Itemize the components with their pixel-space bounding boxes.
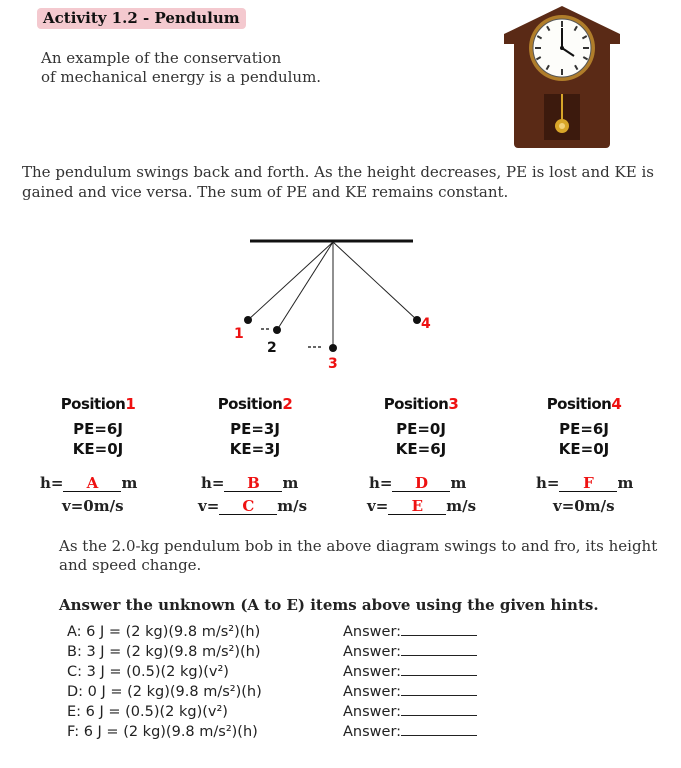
answer-d: Answer: bbox=[343, 682, 477, 702]
position-1-ke: KE=0J bbox=[72, 440, 124, 458]
position-2-column bbox=[190, 395, 320, 459]
position-2-height: h= B m bbox=[201, 474, 299, 492]
position-4-velocity: v=0m/s bbox=[553, 497, 615, 515]
diagram-label-3: 3 bbox=[328, 356, 338, 372]
answer-b: Answer: bbox=[343, 642, 477, 662]
hint-e: E: 6 J = (0.5)(2 kg)(v²) bbox=[67, 704, 228, 720]
answer-d-field[interactable] bbox=[401, 682, 477, 696]
position-1-title: Position1 bbox=[60, 395, 136, 413]
answer-c: Answer: bbox=[343, 662, 477, 682]
answer-a-field[interactable] bbox=[401, 622, 477, 636]
position-4-ke: KE=0J bbox=[558, 440, 610, 458]
pendulum-clock-illustration bbox=[500, 4, 624, 148]
intro-line-2: of mechanical energy is a pendulum. bbox=[41, 68, 322, 86]
position-2-title: Position2 bbox=[217, 395, 293, 413]
position-4-pe: PE=6J bbox=[559, 420, 609, 438]
hints-list bbox=[67, 622, 262, 742]
position-2-velocity: v= C m/s bbox=[198, 497, 308, 515]
hint-b: B: 3 J = (2 kg)(9.8 m/s²)(h) bbox=[67, 644, 261, 660]
blank-f: F bbox=[559, 475, 617, 492]
position-1-velocity: v=0m/s bbox=[62, 497, 124, 515]
position-4-column bbox=[519, 395, 649, 459]
answer-c-field[interactable] bbox=[401, 662, 477, 676]
answers-list bbox=[343, 622, 477, 742]
intro-text bbox=[41, 49, 321, 87]
blank-a: A bbox=[63, 475, 121, 492]
blank-d: D bbox=[392, 475, 450, 492]
answer-e: Answer: bbox=[343, 702, 477, 722]
answer-e-field[interactable] bbox=[401, 702, 477, 716]
answer-a: Answer: bbox=[343, 622, 477, 642]
position-4-height: h= F m bbox=[536, 474, 634, 492]
intro-line-1: An example of the conservation bbox=[41, 49, 282, 67]
hint-a: A: 6 J = (2 kg)(9.8 m/s²)(h) bbox=[67, 624, 261, 640]
position-4-title: Position4 bbox=[546, 395, 622, 413]
position-3-column bbox=[356, 395, 486, 459]
diagram-label-4: 4 bbox=[421, 316, 431, 332]
explanation-paragraph: The pendulum swings back and forth. As the height decreases, PE is lost and KE is gained and vice versa. The sum of PE and KE remains constant. bbox=[22, 163, 654, 201]
answer-f-field[interactable] bbox=[401, 722, 477, 736]
answer-f: Answer: bbox=[343, 722, 477, 742]
activity-title: Activity 1.2 - Pendulum bbox=[37, 8, 246, 29]
hint-d: D: 0 J = (2 kg)(9.8 m/s²)(h) bbox=[67, 684, 262, 700]
hint-f: F: 6 J = (2 kg)(9.8 m/s²)(h) bbox=[67, 724, 258, 740]
position-3-height: h= D m bbox=[369, 474, 467, 492]
position-3-pe: PE=0J bbox=[396, 420, 446, 438]
blank-b: B bbox=[224, 475, 282, 492]
blank-c: C bbox=[219, 498, 277, 515]
diagram-label-2: 2 bbox=[267, 340, 277, 356]
position-1-pe: PE=6J bbox=[73, 420, 123, 438]
diagram-label-1: 1 bbox=[234, 326, 244, 342]
position-1-column bbox=[33, 395, 163, 459]
position-2-pe: PE=3J bbox=[230, 420, 280, 438]
position-3-title: Position3 bbox=[383, 395, 459, 413]
answer-b-field[interactable] bbox=[401, 642, 477, 656]
position-3-velocity: v= E m/s bbox=[367, 497, 477, 515]
hint-c: C: 3 J = (0.5)(2 kg)(v²) bbox=[67, 664, 229, 680]
position-3-ke: KE=6J bbox=[395, 440, 447, 458]
blank-e: E bbox=[388, 498, 446, 515]
task-instruction: Answer the unknown (A to E) items above using the given hints. bbox=[59, 596, 599, 614]
position-1-height: h= A m bbox=[40, 474, 138, 492]
position-2-ke: KE=3J bbox=[229, 440, 281, 458]
bob-note: As the 2.0-kg pendulum bob in the above diagram swings to and fro, its height and speed change. bbox=[59, 537, 658, 574]
